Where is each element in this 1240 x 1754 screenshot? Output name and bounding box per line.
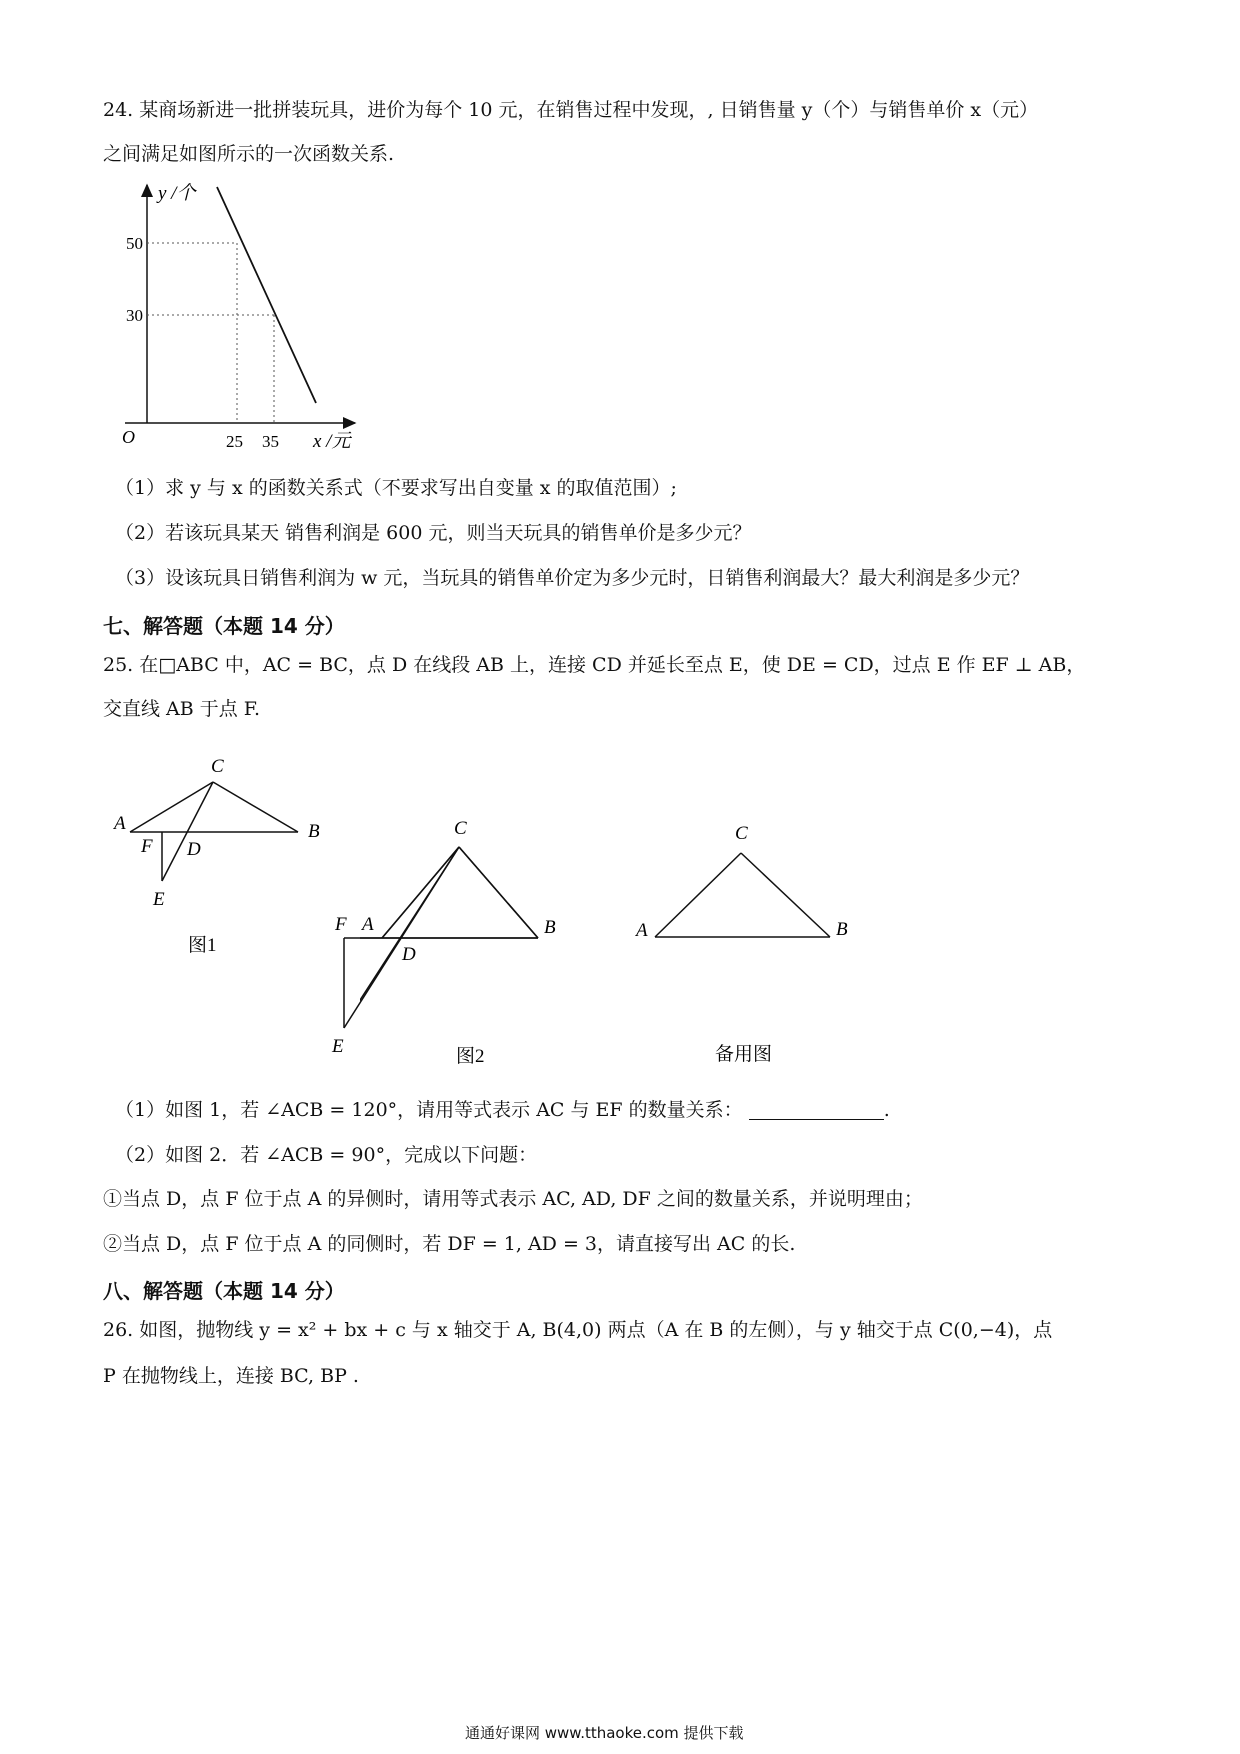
q25-text-line1: 25. 在□ABC 中，AC = BC，点 D 在线段 AB 上，连接 CD 并延长至点 E，使 DE = CD，过点 E 作 EF ⊥ AB， — [103, 654, 1086, 676]
q25-sub2: （2）如图 2．若 ∠ACB = 90°，完成以下问题： — [115, 1144, 538, 1166]
section-7-title: 七、解答题（本题 14 分） — [103, 614, 345, 638]
q24-sub3: （3）设该玩具日销售利润为 w 元，当玩具的销售单价定为多少元时，日销售利润最大？最大利润是多少元？ — [115, 567, 1030, 589]
fig2-label-E: E — [332, 1036, 344, 1057]
fig2-label-C: C — [454, 820, 467, 839]
fig3-label-C: C — [735, 823, 748, 844]
fig1-label-F: F — [141, 836, 153, 857]
q25-sub1 — [115, 1098, 890, 1122]
fig1-label-A: A — [114, 813, 126, 834]
function-line — [217, 187, 316, 403]
footer-text: 通通好课网 www.tthaoke.com 提供下载 — [465, 1724, 744, 1742]
q25-figure-1 — [110, 745, 340, 965]
fig1-label-C: C — [211, 756, 224, 777]
q25-figure-3 — [630, 815, 860, 1065]
q24-text-line2: 之间满足如图所示的一次函数关系. — [103, 143, 395, 165]
x-axis-label: x /元 — [313, 431, 351, 452]
fig2-caption: 图2 — [456, 1046, 485, 1067]
fig2-label-A: A — [362, 914, 374, 935]
fig2-label-F: F — [335, 914, 347, 935]
q24-sub2: （2）若该玩具某天 销售利润是 600 元，则当天玩具的销售单价是多少元？ — [115, 522, 752, 544]
fig1-label-E: E — [153, 889, 165, 910]
fig1-label-D: D — [187, 839, 201, 860]
fig1-caption: 图1 — [188, 935, 217, 956]
fig1-label-B: B — [308, 821, 320, 842]
q25-sub2a: ①当点 D，点 F 位于点 A 的异侧时，请用等式表示 AC, AD, DF 之间的数量关系，并说明理由； — [103, 1188, 923, 1210]
y-axis-label: y /个 — [158, 183, 196, 204]
x-tick-35: 35 — [262, 432, 279, 451]
origin-label: O — [122, 427, 135, 447]
q24-function-graph — [110, 175, 370, 460]
fig3-caption: 备用图 — [715, 1044, 773, 1065]
q26-text-line2: P 在抛物线上，连接 BC, BP . — [103, 1365, 359, 1387]
q25-sub1-text: （1）如图 1，若 ∠ACB = 120°，请用等式表示 AC 与 EF 的数量关系： — [115, 1099, 743, 1121]
answer-blank — [749, 1099, 884, 1120]
q25-sub1-end: . — [883, 1099, 890, 1121]
fig3-label-A: A — [636, 920, 648, 941]
fig2-label-D: D — [402, 944, 416, 965]
q24-sub1: （1）求 y 与 x 的函数关系式（不要求写出自变量 x 的取值范围）; — [115, 477, 677, 499]
fig3-label-B: B — [836, 919, 848, 940]
section-8-title: 八、解答题（本题 14 分） — [103, 1279, 345, 1303]
q25-text-line2: 交直线 AB 于点 F. — [103, 698, 261, 720]
y-tick-50: 50 — [126, 234, 143, 253]
q26-text-line1: 26. 如图，抛物线 y = x² + bx + c 与 x 轴交于 A, B(4,0) 两点（A 在 B 的左侧），与 y 轴交于点 C(0,−4)，点 — [103, 1319, 1053, 1341]
x-tick-25: 25 — [226, 432, 243, 451]
q25-figure-2-overlay — [320, 820, 630, 1070]
q24-text-line1: 24. 某商场新进一批拼装玩具，进价为每个 10 元，在销售过程中发现，, 日销售量 y（个）与销售单价 x（元） — [103, 99, 1039, 121]
fig2-label-B: B — [544, 917, 556, 938]
y-tick-30: 30 — [126, 306, 143, 325]
q25-sub2b: ②当点 D，点 F 位于点 A 的同侧时，若 DF = 1, AD = 3，请直接写出 AC 的长. — [103, 1233, 796, 1255]
